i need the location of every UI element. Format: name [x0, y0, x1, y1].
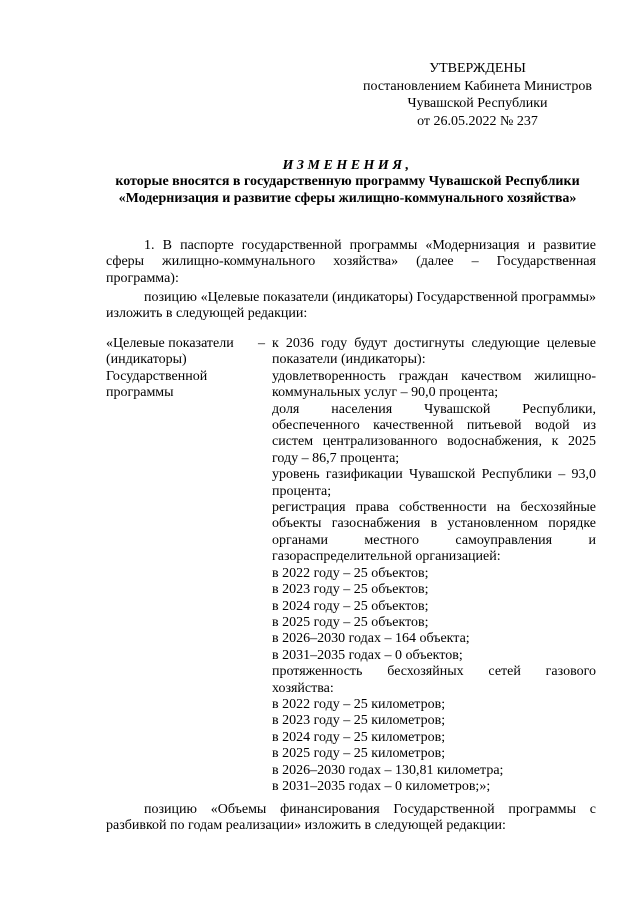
indicator-line: в 2031–2035 годах – 0 объектов;: [272, 647, 463, 663]
indicator-line: в 2022 году – 25 километров;: [272, 696, 446, 712]
indicator-line: в 2024 году – 25 километров;: [272, 729, 446, 745]
paragraph-3: позицию «Объемы финансирования Государственной программы с разбивкой по годам реализации» изложить в следующей редакции:: [106, 802, 596, 834]
paragraph-1: 1. В паспорте государственной программы «Модернизация и развитие сферы жилищно-коммунального хозяйства» (далее – Государственная программа):: [106, 238, 596, 286]
table-dash: –: [258, 336, 265, 351]
approval-region: Чувашской Республики: [407, 96, 548, 111]
indicator-line: в 2024 году – 25 объектов;: [272, 598, 429, 614]
indicator-line: в 2023 году – 25 объектов;: [272, 582, 429, 598]
approval-authority: постановлением Кабинета Министров: [363, 78, 592, 94]
indicator-line: удовлетворенность граждан качеством жилищно-коммунальных услуг – 90,0 процента;: [272, 368, 596, 401]
title-subtitle-2: «Модернизация и развитие сферы жилищно-коммунального хозяйства»: [118, 190, 577, 206]
title-subtitle-1: которые вносятся в государственную программу Чувашской Республики: [115, 174, 580, 190]
indicator-line: в 2025 году – 25 объектов;: [272, 614, 429, 630]
paragraph-2: позицию «Целевые показатели (индикаторы) Государственной программы» изложить в следующей редакции:: [106, 290, 596, 322]
title-heading: ИЗМЕНЕНИЯ,: [282, 158, 413, 173]
document-title: [100, 158, 595, 207]
indicator-line: регистрация права собственности на бесхозяйные объекты газоснабжения в установленном порядке органами местного самоуправления и газораспределительной организацией:: [272, 500, 596, 565]
indicator-line: в 2026–2030 годах – 164 объекта;: [272, 631, 470, 647]
indicator-line: к 2036 году будут достигнуты следующие целевые показатели (индикаторы):: [272, 336, 596, 368]
indicator-line: протяженность бесхозяйных сетей газового хозяйства:: [272, 664, 596, 696]
table-right-cell: [272, 336, 596, 795]
indicator-line: в 2031–2035 годах – 0 километров;»;: [272, 778, 491, 794]
approval-date-number: от 26.05.2022 № 237: [417, 113, 538, 129]
indicator-line: в 2026–2030 годах – 130,81 километра;: [272, 762, 504, 778]
approval-stamp: [360, 61, 595, 131]
indicator-line: в 2022 году – 25 объектов;: [272, 565, 429, 581]
indicator-line: уровень газификации Чувашской Республики – 93,0 процента;: [272, 467, 596, 499]
approval-title: УТВЕРЖДЕНЫ: [429, 61, 526, 76]
table-left-cell: «Целевые показатели (индикаторы) Государственной программы: [106, 336, 234, 401]
indicator-line: доля населения Чувашской Республики, обеспеченного качественной питьевой водой из систем централизованного водоснабжения, к 2025 году – 86,7 процента;: [272, 401, 596, 466]
indicator-line: в 2023 году – 25 километров;: [272, 713, 446, 729]
indicator-line: в 2025 году – 25 километров;: [272, 746, 446, 762]
